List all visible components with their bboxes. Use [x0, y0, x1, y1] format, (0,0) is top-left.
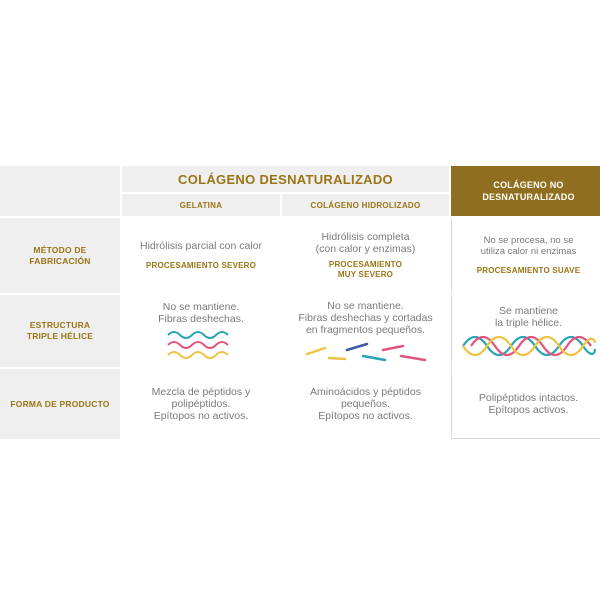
- native-structure-text: Se mantiene la triple hélice.: [494, 305, 563, 329]
- gelatin-structure-text: No se mantiene. Fibras deshechas.: [158, 301, 244, 325]
- unwound-strands-illustration: [166, 329, 236, 361]
- native-product-text: Polipéptidos intactos. Epítopos activos.: [478, 391, 579, 416]
- native-structure-cell: [451, 295, 600, 367]
- gelatin-method-text: Hidrólisis parcial con calor: [140, 240, 262, 252]
- non-denaturalized-title: COLÁGENO NO DESNATURALIZADO: [482, 180, 575, 202]
- native-method-emphasis: PROCESAMIENTO SUAVE: [476, 266, 581, 275]
- gelatin-method-cell: [122, 218, 280, 293]
- hydrolyzed-header: [282, 194, 449, 216]
- native-method-text: No se procesa, no se utiliza calor ni enzimas: [480, 235, 577, 257]
- native-product-cell: [451, 369, 600, 439]
- denaturalized-title: COLÁGENO DESNATURALIZADO: [178, 171, 393, 187]
- gelatin-structure-cell: [122, 295, 280, 367]
- denaturalized-header: [122, 166, 449, 192]
- corner-cell: [0, 166, 120, 216]
- structure-label: ESTRUCTURA TRIPLE HÉLICE: [26, 320, 94, 341]
- hydrolyzed-method-emphasis: PROCESAMIENTO MUY SEVERO: [328, 260, 403, 279]
- gelatin-header: [122, 194, 280, 216]
- hydrolyzed-method-cell: [282, 218, 449, 293]
- hydrolyzed-method-text: Hidrólisis completa (con calor y enzimas): [315, 231, 416, 255]
- hydrolyzed-structure-text: No se mantiene. Fibras deshechas y cortadas en fragmentos pequeños.: [298, 300, 433, 336]
- hydrolyzed-product-text: Aminoácidos y péptidos pequeños. Epítopos no activos.: [310, 386, 421, 422]
- native-method-cell: [451, 218, 600, 293]
- gelatin-method-emphasis: PROCESAMIENTO SEVERO: [145, 261, 257, 270]
- row-header-structure: [0, 295, 120, 367]
- gelatin-product-text: Mezcla de péptidos y polipéptidos. Epítopos no activos.: [151, 386, 251, 422]
- row-header-method: [0, 218, 120, 293]
- gelatin-product-cell: [122, 369, 280, 439]
- product-label: FORMA DE PRODUCTO: [10, 398, 110, 409]
- method-label: MÉTODO DE FABRICACIÓN: [29, 244, 91, 266]
- triple-helix-illustration: [461, 335, 597, 357]
- hydrolyzed-product-cell: [282, 369, 449, 439]
- row-header-product: [0, 369, 120, 439]
- hydrolyzed-structure-cell: [282, 295, 449, 367]
- comparison-table: [0, 166, 600, 434]
- gelatin-title: GELATINA: [179, 200, 223, 210]
- fragments-illustration: [301, 340, 431, 362]
- hydrolyzed-title: COLÁGENO HIDROLIZADO: [310, 200, 421, 210]
- non-denaturalized-header: [451, 166, 600, 216]
